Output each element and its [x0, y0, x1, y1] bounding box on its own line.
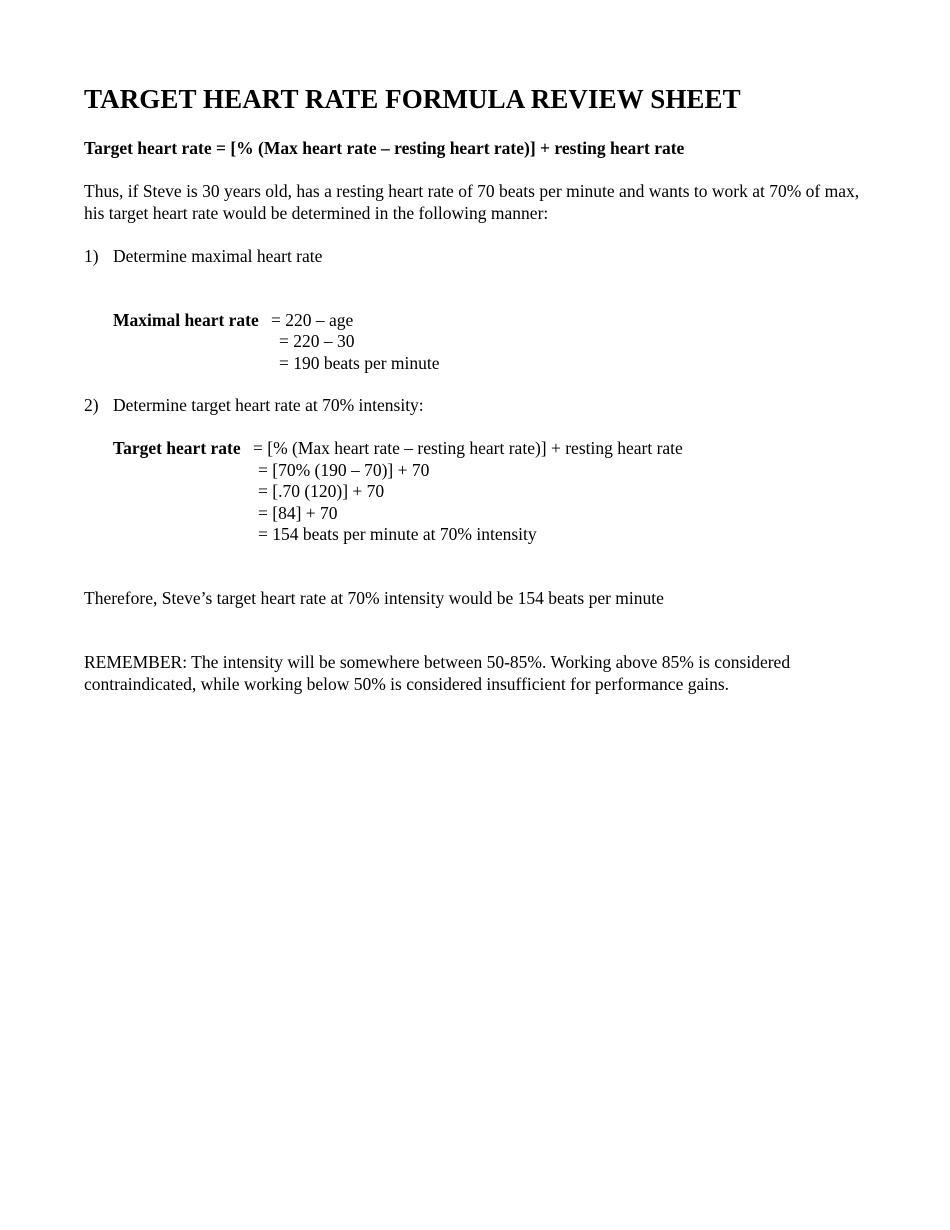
- max-hr-line-3: = 190 beats per minute: [279, 353, 440, 373]
- thr-line-1: = [% (Max heart rate – resting heart rate)] + resting heart rate: [253, 438, 683, 458]
- thr-line-3: = [.70 (120)] + 70: [258, 481, 385, 501]
- thr-line-4: = [84] + 70: [258, 503, 338, 523]
- step-2-number: 2): [84, 395, 99, 415]
- thr-line-5: = 154 beats per minute at 70% intensity: [258, 524, 537, 544]
- target-heart-rate-term: Target heart rate: [113, 438, 241, 458]
- step-1-label: Determine maximal heart rate: [113, 246, 323, 266]
- step-1-number: 1): [84, 246, 99, 266]
- conclusion-paragraph: Therefore, Steve’s target heart rate at 70% intensity would be 154 beats per minute: [84, 588, 664, 608]
- reminder-paragraph: REMEMBER: The intensity will be somewhere between 50-85%. Working above 85% is considered contraindicated, while working below 50% is considered insufficient for performance gains.: [84, 652, 791, 694]
- max-hr-line-2: = 220 – 30: [279, 331, 355, 351]
- intro-paragraph: Thus, if Steve is 30 years old, has a resting heart rate of 70 beats per minute and wants to work at 70% of max, his target heart rate would be determined in the following manner:: [84, 181, 860, 223]
- maximal-heart-rate-term: Maximal heart rate: [113, 310, 259, 330]
- max-hr-line-1: = 220 – age: [271, 310, 354, 330]
- formula-heading: Target heart rate = [% (Max heart rate – resting heart rate)] + resting heart rate: [84, 138, 685, 158]
- page-title: TARGET HEART RATE FORMULA REVIEW SHEET: [84, 84, 741, 114]
- step-2-label: Determine target heart rate at 70% intensity:: [113, 395, 424, 415]
- thr-line-2: = [70% (190 – 70)] + 70: [258, 460, 430, 480]
